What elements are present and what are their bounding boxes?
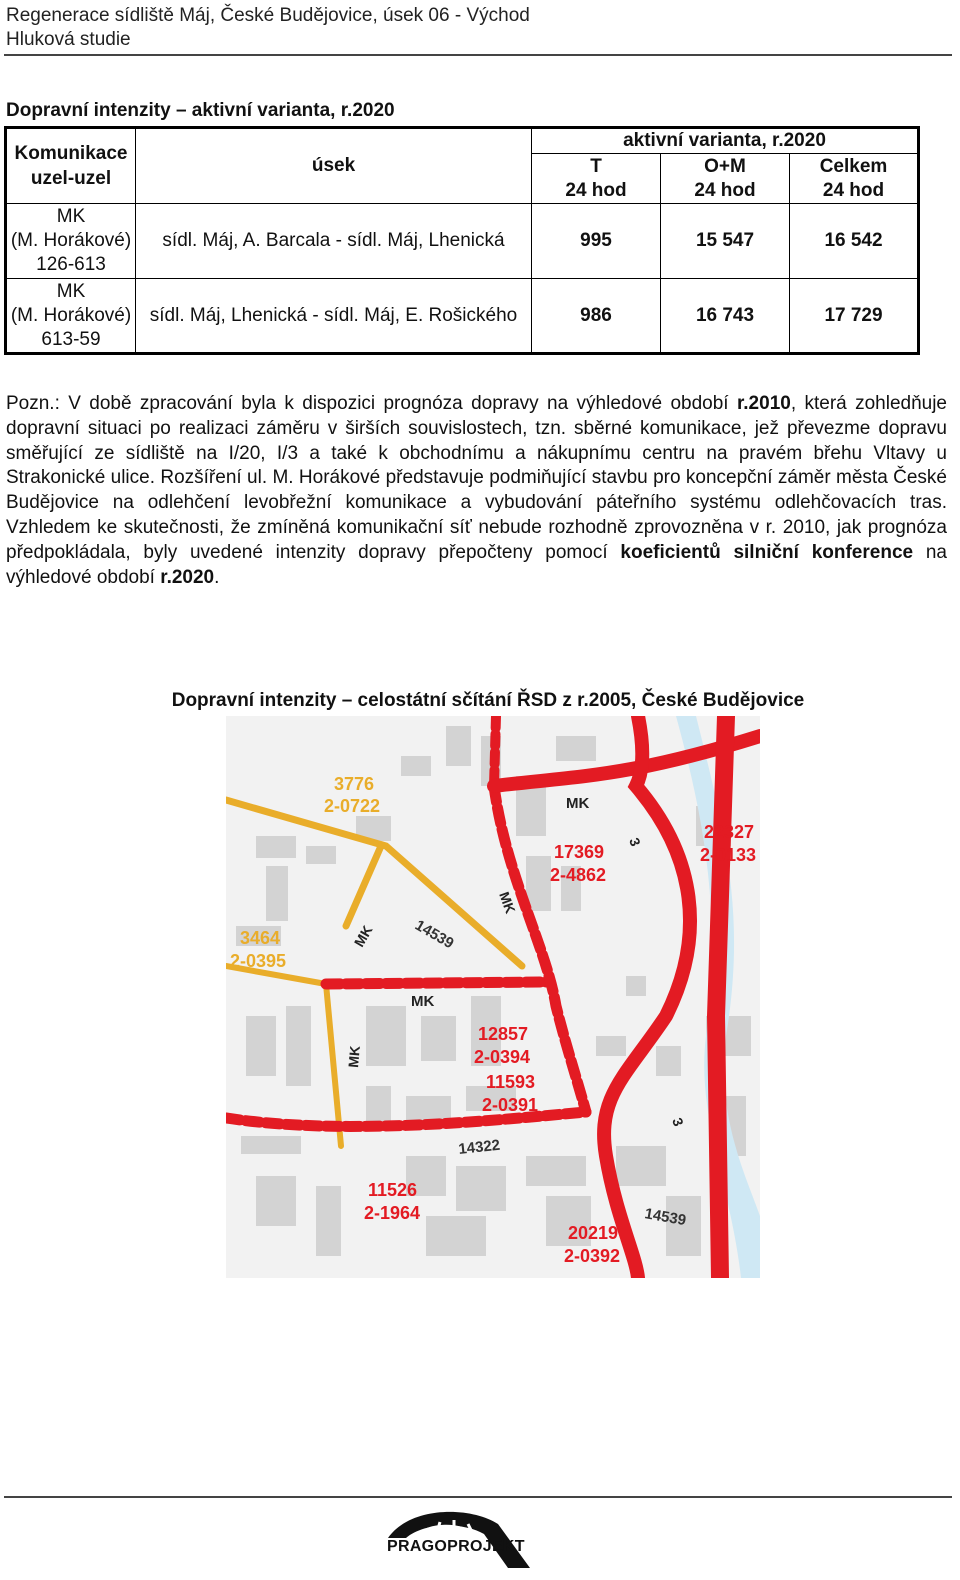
- section-title: Dopravní intenzity – aktivní varianta, r.2020: [6, 100, 395, 121]
- label-22327: 22327: [704, 822, 755, 842]
- table-row: [6, 279, 919, 354]
- label-11526: 11526: [368, 1180, 418, 1200]
- label-11593: 11593: [486, 1072, 536, 1092]
- col-header-komunikace: Komunikace uzel-uzel: [6, 128, 136, 204]
- cell-usek: sídl. Máj, A. Barcala - sídl. Máj, Lhenická: [136, 204, 532, 279]
- road-red-east: [716, 716, 726, 1278]
- cell-komunikace: MK (M. Horákové) 613-59: [6, 279, 136, 354]
- road-red-middle: [326, 982, 546, 984]
- label-14539-b: 14539: [643, 1205, 688, 1230]
- label-mk-top: MK: [566, 795, 590, 812]
- cell-om: 15 547: [661, 204, 790, 279]
- document-header: [6, 4, 530, 52]
- header-divider: [4, 54, 952, 56]
- label-3776: 3776: [334, 774, 375, 794]
- col-header-om: O+M 24 hod: [661, 154, 790, 204]
- note-paragraph: Pozn.: V době zpracování byla k dispozici prognóza dopravy na výhledové období r.2010, která zohledňuje dopravní situaci po realizaci záměru v širších souvislostech, tzn. sběrné komunikace, jež převezme dopravu směřující ze sídliště na I/20, I/3 a také k obchodnímu a nákupnímu centru na pravém břehu Vltavy u Strakonické ulice. Rozšíření ul. M. Horákové představuje podmiňující stavbu pro koncepční záměr města České Budějovice na odlehčení levobřežní komunikace a vybudování páteřního systému odlehčovacích tras. Vzhledem ke skutečnosti, že zmíněná komunikační síť nebude rozhodně zprovozněna v r. 2010, jak prognóza předpokládala, byly uvedené intenzity dopravy přepočteny pomocí koeficientů silniční konference na výhledové období r.2020.: [6, 393, 947, 588]
- table-row: [6, 204, 919, 279]
- label-12857: 12857: [478, 1024, 529, 1044]
- col-header-celkem: Celkem 24 hod: [790, 154, 919, 204]
- col-header-group: aktivní varianta, r.2020: [532, 128, 919, 154]
- label-mk-middle: MK: [411, 993, 435, 1010]
- header-subtitle: Hluková studie: [6, 29, 131, 50]
- cell-usek: sídl. Máj, Lhenická - sídl. Máj, E. Rošického: [136, 279, 532, 354]
- label-2-0395: 2-0395: [230, 951, 287, 971]
- label-2-0133: 2-0133: [700, 845, 757, 865]
- map-title: Dopravní intenzity – celostátní sčítání ŘSD z r.2005, České Budějovice: [171, 690, 805, 711]
- footer-logo-text: PRAGOPROJEKT: [387, 1538, 525, 1555]
- label-3-south: 3: [669, 1115, 687, 1129]
- label-2-0391: 2-0391: [482, 1095, 539, 1115]
- col-header-usek: úsek: [136, 128, 532, 204]
- col-header-t: T 24 hod: [532, 154, 661, 204]
- cell-t: 986: [532, 279, 661, 354]
- label-2-1964: 2-1964: [364, 1203, 421, 1223]
- cell-om: 16 743: [661, 279, 790, 354]
- label-2-0392: 2-0392: [564, 1246, 621, 1266]
- label-14539-a: 14539: [412, 916, 457, 953]
- label-2-4862: 2-4862: [550, 865, 607, 885]
- label-3-north: 3: [626, 835, 644, 849]
- label-20219: 20219: [568, 1223, 619, 1243]
- label-mk-diagonal-2: MK: [496, 889, 519, 916]
- cell-t: 995: [532, 204, 661, 279]
- label-3464: 3464: [240, 928, 281, 948]
- label-14322: 14322: [457, 1136, 501, 1158]
- label-mk-diagonal-1: MK: [350, 922, 376, 950]
- label-mk-left: MK: [345, 1045, 363, 1069]
- footer-divider: [4, 1496, 952, 1498]
- label-2-0722: 2-0722: [324, 796, 381, 816]
- traffic-map: [226, 716, 760, 1278]
- label-17369: 17369: [554, 842, 605, 862]
- cell-celkem: 17 729: [790, 279, 919, 354]
- road-red-north: [494, 716, 496, 786]
- label-2-0394: 2-0394: [474, 1047, 531, 1067]
- cell-celkem: 16 542: [790, 204, 919, 279]
- cell-komunikace: MK (M. Horákové) 126-613: [6, 204, 136, 279]
- header-title: Regenerace sídliště Máj, České Budějovice, úsek 06 - Východ: [6, 5, 530, 26]
- traffic-table: [4, 126, 920, 355]
- map-svg: [226, 716, 760, 1278]
